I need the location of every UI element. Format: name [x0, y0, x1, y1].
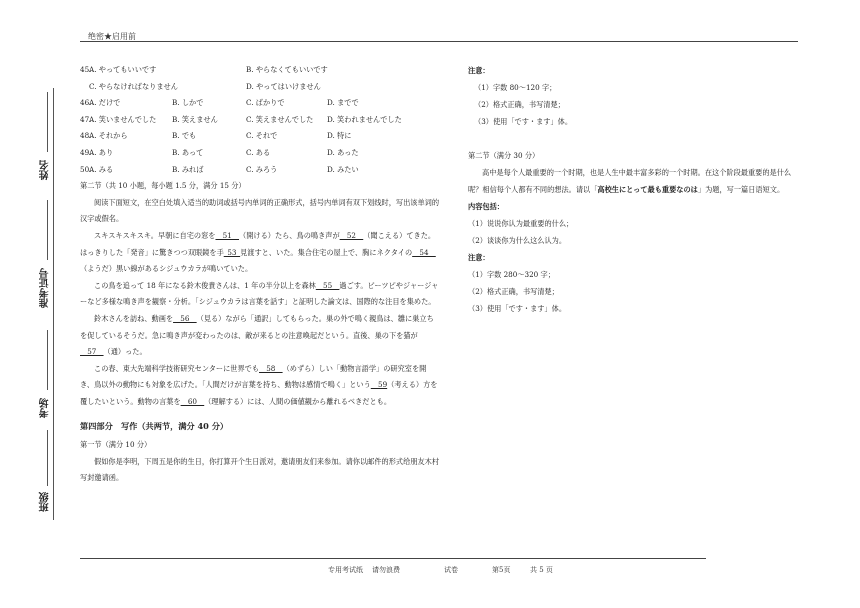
blank-52: __52__ [339, 230, 364, 240]
blank-59: __59 [370, 380, 388, 390]
question-number: 45. [80, 65, 92, 74]
option-c: C. やらなければなりません [89, 81, 178, 91]
text: （めずら）しい「動物言語学」の研究室を開き、鳥以外の動物にも対象を広げた。「人間だけが言葉を持ち、動物は感情で鳴く」という [80, 363, 427, 390]
option-d: D. みたい [327, 164, 359, 174]
text: 式给朋友木村写封邀请函。 [80, 456, 440, 483]
option-a: A. それから [89, 131, 128, 141]
passage-paragraph [80, 311, 440, 361]
question-number: 46. [80, 98, 92, 108]
ticket-field-line [47, 200, 48, 260]
blank-57: __57__ [80, 347, 104, 357]
text: 」为题，写一篇日语短文。 [697, 185, 785, 194]
option-d: D. 笑われませんでした [327, 114, 402, 124]
option-a: A. やってもいいです [89, 65, 157, 74]
question-row [80, 79, 440, 96]
ticket-number-label: 准考证号 [40, 268, 51, 308]
name-field-line [47, 92, 48, 152]
blank-51: __51__ [215, 230, 240, 240]
question-number: 48. [80, 131, 92, 141]
part4-title: 第四部分 写作（共两节，满分 40 分） [80, 421, 229, 432]
header-divider [80, 41, 798, 42]
option-a: A. 笑いませんでした [89, 114, 157, 124]
text: スキスキスキスキ。早朝に自宅の窓を [94, 230, 216, 240]
text: （ようだ）黒い線があるシジュウカラが鳴いていた。 [80, 264, 253, 274]
blank-56: __56__ [173, 313, 197, 323]
exam-room-label: 考场 [40, 398, 51, 418]
passage-paragraph [80, 278, 440, 311]
question-number: 47. [80, 114, 92, 124]
footer-exam-label: 试卷 [444, 566, 458, 574]
content-title: 内容包括： [468, 202, 504, 211]
part4-sec1-prompt [80, 454, 440, 487]
option-c: C. ばかりで [246, 98, 285, 108]
option-a: A. だけで [89, 98, 121, 108]
name-label: 姓名 [40, 160, 51, 180]
content-item: （2）谈谈你为什么这么认为。 [468, 236, 567, 245]
question-row [80, 95, 440, 112]
option-b: B. 笑えません [172, 114, 218, 124]
question-row [80, 112, 440, 129]
text: この春、東大先端科学技術研究センターに世界でも [94, 363, 260, 373]
blank-54: __54__ [412, 247, 436, 257]
text: （開ける）たら、鳥の鳴き声が [239, 230, 340, 240]
text: （通）った。 [103, 347, 147, 357]
option-c: C. それで [246, 131, 278, 141]
part4-sec2-prompt [468, 164, 798, 198]
option-d: D. までで [327, 98, 359, 108]
footer-divider [80, 558, 706, 559]
blank-53: _53_ [223, 247, 241, 257]
note-item: （2）格式正确，书写清楚； [474, 100, 565, 109]
question-row [80, 62, 440, 79]
footer-paper-label: 专用考试纸 [328, 566, 363, 574]
question-row [80, 162, 440, 179]
option-d: D. やってはいけません [246, 81, 321, 91]
option-c: C. ある [246, 147, 271, 157]
text: この鳥を追って 18 年になる鈴木俊貴さんは、1 年の半分以上を森林 [94, 280, 316, 290]
note-item: （1）字数 80～120 字； [474, 83, 557, 92]
note-item: （3）使用「です・ます」体。 [468, 304, 567, 313]
instructions-line1: 阅读下面短文，在空白处填入适当的助词或括号内单词的正确形式，括号内单词有双下划线时， [94, 197, 396, 207]
footer-page-total: 共 5 页 [530, 566, 553, 574]
class-label: 班级 [40, 492, 51, 512]
content-item: （1）说说你认为最重要的什么； [468, 219, 574, 228]
instructions-line2: 写出该单词的汉字或假名。 [80, 197, 440, 224]
option-b: B. あって [172, 147, 204, 157]
text: 假如你是李明，下周五是你的生日，你打算开个生日派对，邀请朋友们来参加。请你以邮件的形 [94, 456, 396, 466]
text: （聞こえる）てきた。はっきりした「発音」に驚きつつ双眼鏡を手 [80, 230, 436, 257]
text: 過ごす。ビーツピやジャージャーなど多様な鳴き声を観察・分析。「シジュウカラは言葉を話す」と証明した論文は、国際的な注目を集めた。 [80, 280, 439, 307]
option-b: B. でも [172, 131, 197, 141]
option-d: D. あった [327, 147, 359, 157]
note-item: （2）格式正确，书写清楚； [468, 287, 559, 296]
part4-sec1-title: 第一节（满分 10 分） [80, 440, 152, 450]
section-title: 第二节（共 10 小题，每小题 1.5 分，满分 15 分） [80, 181, 246, 191]
instructions [80, 195, 440, 228]
option-b: B. しかで [172, 98, 204, 108]
option-b: B. やらなくてもいいです [246, 65, 328, 74]
text: 見渡すと、いた。集合住宅の屋上で、胸にネクタイの [240, 247, 413, 257]
text: （見る）ながら「通訳」してもらった。巣の外で鳴く親鳥は、雛に巣立ちを促しているそうだ。急に鳴き声が変わったのは、敵が来るとの注意喚起だという。直後、巣の下を猫が [80, 313, 434, 340]
option-c: C. 笑えませんでした [246, 114, 314, 124]
option-a: A. あり [89, 147, 114, 157]
question-number: 50. [80, 164, 92, 174]
essay-topic: 高校生にとって最も重要なのは [597, 185, 698, 194]
text: 高中是每个人最重要的一个时期，也是人生中最丰富多彩的一个时期。在这个阶段最重要的是什 [482, 168, 784, 177]
blank-55: __55__ [315, 280, 340, 290]
option-d: D. 特に [327, 131, 352, 141]
question-row [80, 145, 440, 162]
question-row [80, 128, 440, 145]
option-c: C. みろう [246, 164, 278, 174]
footer-waste-note: 请勿浪费 [372, 566, 400, 574]
footer-page-number: 第5页 [492, 566, 511, 574]
binding-line [53, 88, 54, 520]
class-field-line [47, 430, 48, 486]
text: 么呢？相信每个人都有不同的想法。请以「 [468, 168, 792, 194]
option-a: A. みる [89, 164, 114, 174]
left-column [80, 62, 440, 487]
passage-paragraph [80, 361, 440, 411]
blank-60: __60__ [180, 396, 205, 406]
blank-58: __58__ [259, 363, 283, 373]
exam-secret-header: 绝密★启用前 [88, 32, 136, 41]
note-item: （1）字数 280～320 字； [468, 270, 555, 279]
option-b: B. みれば [172, 164, 204, 174]
part4-sec2-title: 第二节（满分 30 分） [468, 151, 540, 160]
text: 鈴木さんを訪ね、動画を [94, 313, 174, 323]
note-item: （3）使用「です・ます」体。 [474, 117, 573, 126]
right-column [468, 62, 798, 317]
note-title: 注意： [468, 253, 490, 262]
passage-paragraph [80, 228, 440, 278]
note-title: 注意： [468, 66, 490, 75]
question-number: 49. [80, 147, 92, 157]
text: （理解する）には、人間の価値観から離れるべきだとも。 [204, 396, 392, 406]
room-field-line [47, 330, 48, 390]
text: （考える）方を覆したいという。動物の言葉を [80, 380, 438, 406]
